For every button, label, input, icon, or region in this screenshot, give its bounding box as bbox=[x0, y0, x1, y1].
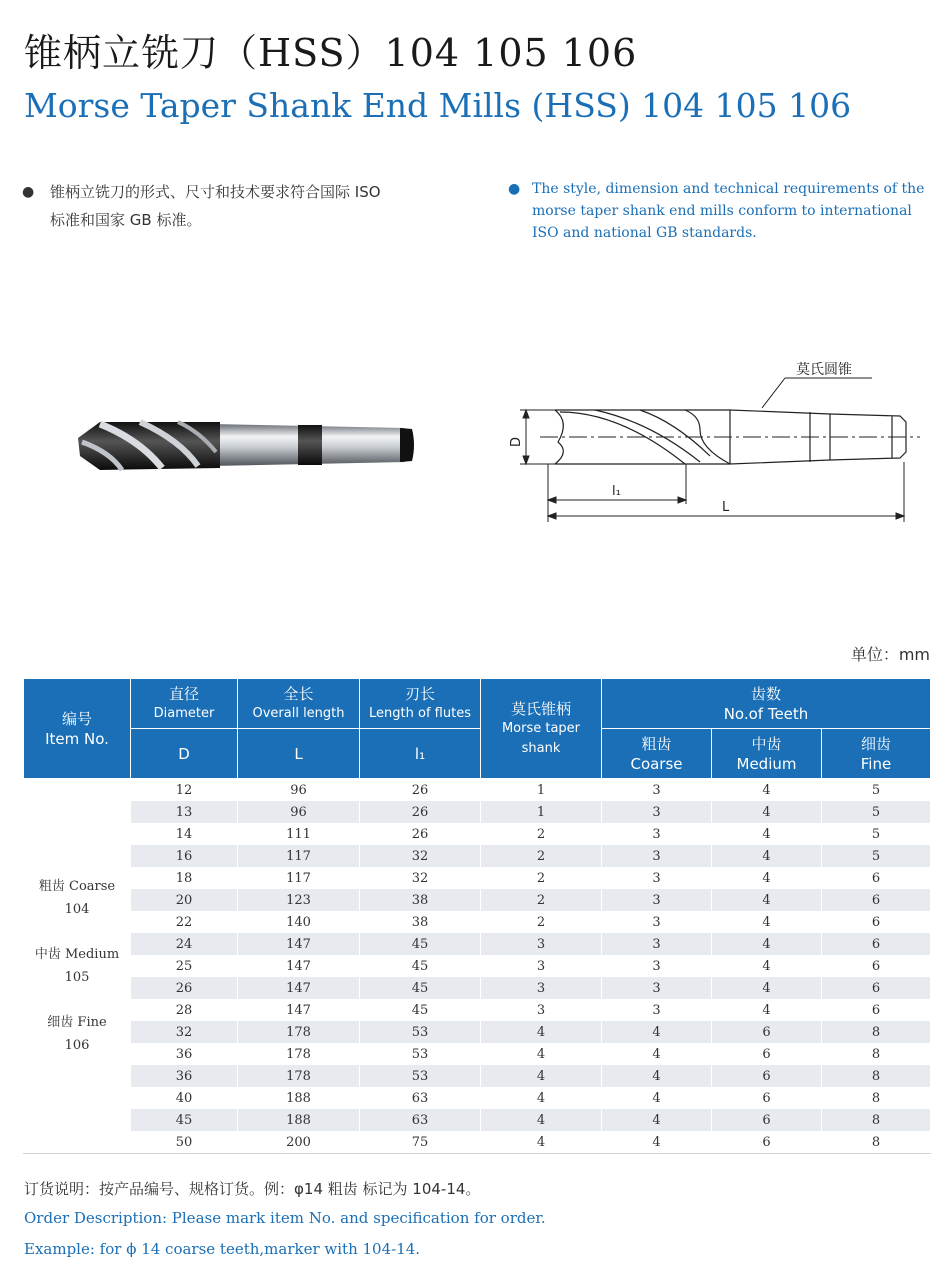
cell-mt: 3 bbox=[481, 955, 602, 977]
cell-d: 36 bbox=[131, 1065, 238, 1087]
cell-fine: 6 bbox=[822, 933, 931, 955]
note-en bbox=[508, 178, 932, 244]
cell-fine: 6 bbox=[822, 977, 931, 999]
cell-d: 45 bbox=[131, 1109, 238, 1131]
cell-medium: 4 bbox=[712, 801, 822, 823]
cell-coarse: 3 bbox=[602, 779, 712, 802]
cell-medium: 4 bbox=[712, 977, 822, 999]
cell-l: 188 bbox=[238, 1109, 360, 1131]
cell-medium: 4 bbox=[712, 779, 822, 802]
cell-l: 188 bbox=[238, 1087, 360, 1109]
cell-mt: 2 bbox=[481, 823, 602, 845]
cell-l1: 26 bbox=[360, 823, 481, 845]
cell-l: 117 bbox=[238, 845, 360, 867]
cell-mt: 2 bbox=[481, 911, 602, 933]
cell-coarse: 4 bbox=[602, 1109, 712, 1131]
cell-fine: 8 bbox=[822, 1043, 931, 1065]
cell-coarse: 3 bbox=[602, 801, 712, 823]
cell-coarse: 4 bbox=[602, 1021, 712, 1043]
cell-mt: 4 bbox=[481, 1021, 602, 1043]
cell-coarse: 3 bbox=[602, 933, 712, 955]
cell-mt: 4 bbox=[481, 1087, 602, 1109]
header-item-no: 编号 Item No. bbox=[24, 679, 131, 779]
table-row bbox=[24, 801, 931, 823]
cell-medium: 6 bbox=[712, 1065, 822, 1087]
cell-l1: 63 bbox=[360, 1109, 481, 1131]
cell-coarse: 3 bbox=[602, 999, 712, 1021]
end-mill-photo bbox=[70, 400, 420, 490]
order-note-cn: 订货说明：按产品编号、规格订货。例：φ14 粗齿 标记为 104-14。 bbox=[24, 1180, 481, 1198]
cell-mt: 1 bbox=[481, 801, 602, 823]
cell-fine: 8 bbox=[822, 1131, 931, 1154]
cell-medium: 4 bbox=[712, 911, 822, 933]
cell-medium: 4 bbox=[712, 955, 822, 977]
item-coarse-104: 粗齿 Coarse 104 bbox=[38, 879, 116, 917]
cell-d: 36 bbox=[131, 1043, 238, 1065]
cell-l: 140 bbox=[238, 911, 360, 933]
cell-fine: 5 bbox=[822, 845, 931, 867]
cell-l1: 45 bbox=[360, 999, 481, 1021]
cell-fine: 6 bbox=[822, 867, 931, 889]
cell-l: 96 bbox=[238, 779, 360, 802]
note-cn bbox=[22, 178, 462, 234]
table-row bbox=[24, 845, 931, 867]
cell-l: 147 bbox=[238, 955, 360, 977]
dim-label-L: L bbox=[722, 500, 730, 515]
cell-coarse: 4 bbox=[602, 1131, 712, 1154]
cell-medium: 6 bbox=[712, 1109, 822, 1131]
cell-mt: 2 bbox=[481, 845, 602, 867]
header-diameter: 直径 Diameter bbox=[131, 679, 238, 729]
cell-mt: 4 bbox=[481, 1131, 602, 1154]
cell-coarse: 4 bbox=[602, 1087, 712, 1109]
cell-l: 200 bbox=[238, 1131, 360, 1154]
cell-l1: 38 bbox=[360, 911, 481, 933]
cell-medium: 6 bbox=[712, 1021, 822, 1043]
cell-l: 123 bbox=[238, 889, 360, 911]
cell-coarse: 3 bbox=[602, 889, 712, 911]
table-row bbox=[24, 933, 931, 955]
header-flute-length: 刃长 Length of flutes bbox=[360, 679, 481, 729]
cell-coarse: 3 bbox=[602, 977, 712, 999]
cell-d: 16 bbox=[131, 845, 238, 867]
cell-medium: 4 bbox=[712, 999, 822, 1021]
order-example-en: Example: for ϕ 14 coarse teeth,marker with 104-14. bbox=[24, 1240, 421, 1258]
cell-l: 147 bbox=[238, 933, 360, 955]
cell-mt: 3 bbox=[481, 933, 602, 955]
note-cn-line2: 标准和国家 GB 标准。 bbox=[50, 211, 202, 229]
dim-label-D: D bbox=[509, 436, 524, 448]
table-row bbox=[24, 889, 931, 911]
cell-l1: 26 bbox=[360, 801, 481, 823]
cell-coarse: 3 bbox=[602, 911, 712, 933]
table-row bbox=[24, 779, 931, 802]
cell-d: 28 bbox=[131, 999, 238, 1021]
spec-table bbox=[23, 678, 931, 1154]
cell-coarse: 3 bbox=[602, 823, 712, 845]
cell-l: 147 bbox=[238, 999, 360, 1021]
cell-l1: 38 bbox=[360, 889, 481, 911]
table-row bbox=[24, 1087, 931, 1109]
header-d-symbol: D bbox=[131, 729, 238, 779]
cell-fine: 8 bbox=[822, 1087, 931, 1109]
cell-l1: 63 bbox=[360, 1087, 481, 1109]
page-title-cn: 锥柄立铣刀（HSS）104 105 106 bbox=[24, 31, 638, 75]
header-coarse: 粗齿 Coarse bbox=[602, 729, 712, 779]
table-row bbox=[24, 955, 931, 977]
table-row bbox=[24, 1043, 931, 1065]
cell-medium: 6 bbox=[712, 1087, 822, 1109]
item-fine-106: 细齿 Fine 106 bbox=[47, 1015, 107, 1053]
cell-fine: 6 bbox=[822, 889, 931, 911]
cell-fine: 8 bbox=[822, 1021, 931, 1043]
table-row bbox=[24, 911, 931, 933]
cell-d: 13 bbox=[131, 801, 238, 823]
item-number-groups bbox=[24, 779, 131, 1154]
cell-l: 178 bbox=[238, 1043, 360, 1065]
cell-coarse: 4 bbox=[602, 1043, 712, 1065]
header-teeth: 齿数 No.of Teeth bbox=[602, 679, 931, 729]
header-fine: 细齿 Fine bbox=[822, 729, 931, 779]
cell-l1: 53 bbox=[360, 1021, 481, 1043]
cell-l1: 45 bbox=[360, 933, 481, 955]
cell-mt: 3 bbox=[481, 999, 602, 1021]
cell-d: 26 bbox=[131, 977, 238, 999]
cell-l: 178 bbox=[238, 1065, 360, 1087]
table-row bbox=[24, 823, 931, 845]
cell-l1: 45 bbox=[360, 955, 481, 977]
cell-fine: 8 bbox=[822, 1065, 931, 1087]
cell-fine: 5 bbox=[822, 801, 931, 823]
cell-medium: 4 bbox=[712, 933, 822, 955]
dim-label-l1: l₁ bbox=[612, 484, 621, 499]
table-row bbox=[24, 1021, 931, 1043]
cell-d: 40 bbox=[131, 1087, 238, 1109]
cell-coarse: 3 bbox=[602, 867, 712, 889]
note-en-text: The style, dimension and technical requirements of the morse taper shank end mills conform to international ISO and national GB standards. bbox=[532, 181, 925, 241]
cell-fine: 6 bbox=[822, 999, 931, 1021]
cell-mt: 3 bbox=[481, 977, 602, 999]
cell-fine: 6 bbox=[822, 911, 931, 933]
header-l-symbol: L bbox=[238, 729, 360, 779]
bullet-icon: ● bbox=[22, 184, 35, 200]
cell-l1: 32 bbox=[360, 867, 481, 889]
technical-drawing bbox=[500, 352, 930, 532]
cell-d: 50 bbox=[131, 1131, 238, 1154]
cell-medium: 4 bbox=[712, 845, 822, 867]
cell-d: 32 bbox=[131, 1021, 238, 1043]
cell-l1: 75 bbox=[360, 1131, 481, 1154]
cell-d: 18 bbox=[131, 867, 238, 889]
cell-medium: 4 bbox=[712, 823, 822, 845]
cell-mt: 4 bbox=[481, 1065, 602, 1087]
cell-mt: 4 bbox=[481, 1109, 602, 1131]
cell-d: 12 bbox=[131, 779, 238, 802]
cell-medium: 6 bbox=[712, 1131, 822, 1154]
cell-d: 20 bbox=[131, 889, 238, 911]
item-medium-105: 中齿 Medium 105 bbox=[34, 947, 120, 985]
cell-l: 111 bbox=[238, 823, 360, 845]
table-row bbox=[24, 999, 931, 1021]
cell-mt: 1 bbox=[481, 779, 602, 802]
header-medium: 中齿 Medium bbox=[712, 729, 822, 779]
cell-fine: 6 bbox=[822, 955, 931, 977]
cell-d: 25 bbox=[131, 955, 238, 977]
header-morse-taper: 莫氏锥柄 Morse taper shank bbox=[481, 679, 602, 779]
header-overall-length: 全长 Overall length bbox=[238, 679, 360, 729]
table-row bbox=[24, 867, 931, 889]
cell-d: 22 bbox=[131, 911, 238, 933]
cell-l: 96 bbox=[238, 801, 360, 823]
cell-l: 147 bbox=[238, 977, 360, 999]
header-l1-symbol: l₁ bbox=[360, 729, 481, 779]
cell-l: 117 bbox=[238, 867, 360, 889]
page-title-en: Morse Taper Shank End Mills (HSS) 104 105 106 bbox=[24, 86, 852, 125]
table-row bbox=[24, 1065, 931, 1087]
cell-mt: 2 bbox=[481, 867, 602, 889]
order-note-en: Order Description: Please mark item No. and specification for order. bbox=[24, 1209, 546, 1227]
cell-l1: 26 bbox=[360, 779, 481, 802]
cell-coarse: 4 bbox=[602, 1065, 712, 1087]
table-row bbox=[24, 977, 931, 999]
note-cn-line1: 锥柄立铣刀的形式、尺寸和技术要求符合国际 ISO bbox=[50, 183, 381, 201]
bullet-icon: ● bbox=[508, 181, 521, 197]
cell-l1: 53 bbox=[360, 1043, 481, 1065]
cell-l1: 45 bbox=[360, 977, 481, 999]
cell-mt: 4 bbox=[481, 1043, 602, 1065]
table-row bbox=[24, 1131, 931, 1154]
cell-medium: 6 bbox=[712, 1043, 822, 1065]
cell-coarse: 3 bbox=[602, 955, 712, 977]
cell-mt: 2 bbox=[481, 889, 602, 911]
table-row bbox=[24, 1109, 931, 1131]
cell-fine: 8 bbox=[822, 1109, 931, 1131]
cell-medium: 4 bbox=[712, 867, 822, 889]
cell-l1: 53 bbox=[360, 1065, 481, 1087]
cell-fine: 5 bbox=[822, 779, 931, 802]
unit-label: 单位：mm bbox=[850, 645, 930, 664]
cell-medium: 4 bbox=[712, 889, 822, 911]
cell-coarse: 3 bbox=[602, 845, 712, 867]
cell-d: 24 bbox=[131, 933, 238, 955]
callout-morse-taper: 莫氏圆锥 bbox=[796, 362, 852, 378]
cell-l: 178 bbox=[238, 1021, 360, 1043]
cell-d: 14 bbox=[131, 823, 238, 845]
cell-l1: 32 bbox=[360, 845, 481, 867]
cell-fine: 5 bbox=[822, 823, 931, 845]
